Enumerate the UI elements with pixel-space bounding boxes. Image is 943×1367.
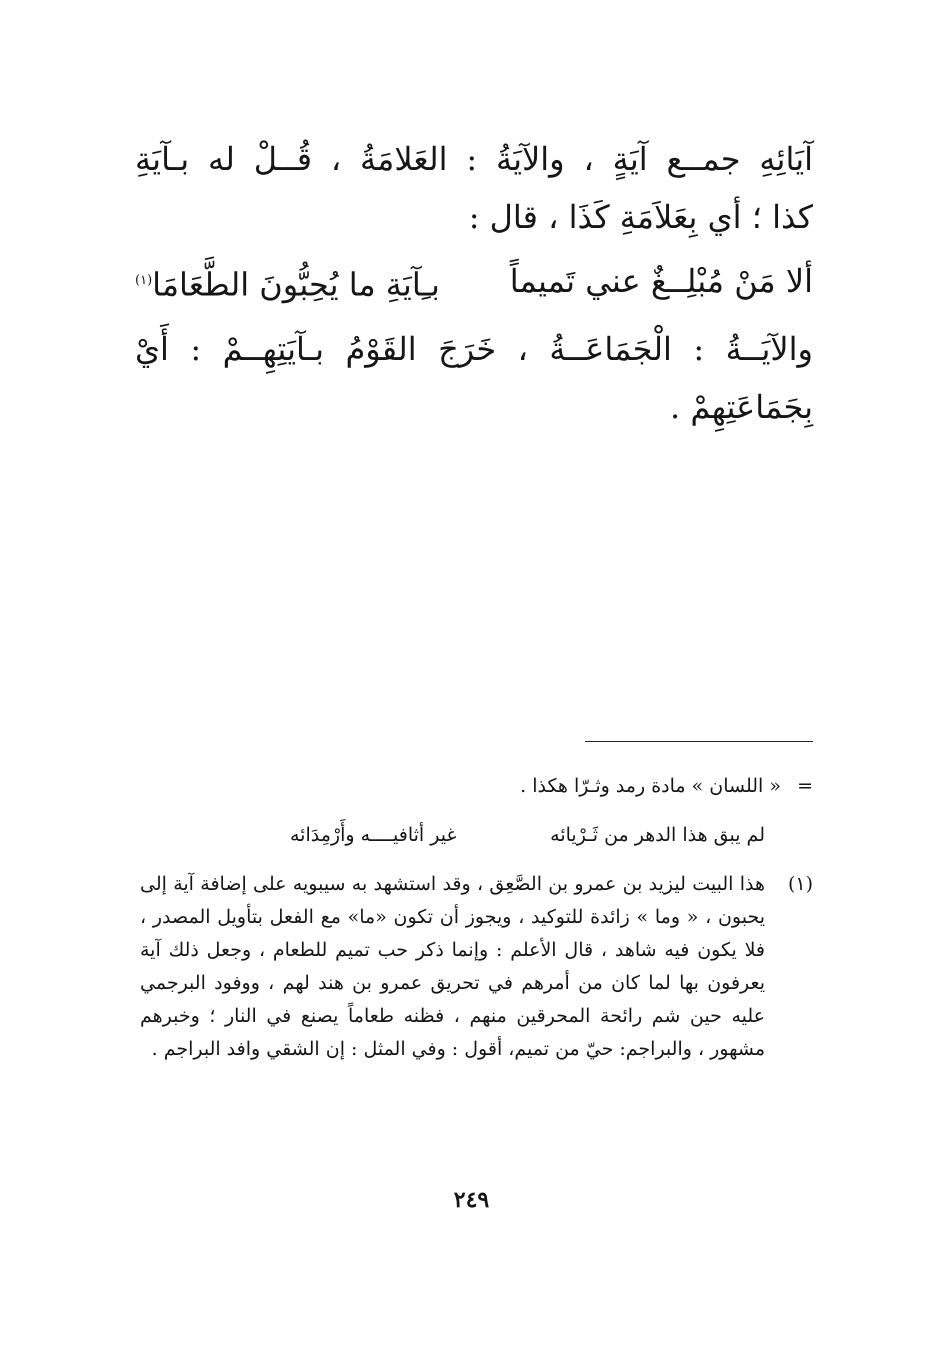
main-line-5: بِجَمَاعَتِهِمْ . [670,387,813,426]
footnote-separator [585,741,813,742]
continuation-text: « اللسان » مادة رمد وثـرّا هكذا . [520,775,781,797]
main-line-1: آيَائِهِ جمــع آيَةٍ ، والآيَةُ : العَلامَةُ ، قُــلْ له بـآيَةِ [135,140,813,178]
footnote-verse-second-hemistich: غير أثافيــــه وأَرْمِدَائه [290,824,457,846]
footnote-continuation [140,770,813,803]
main-line-2: كذا ؛ أي بِعَلاَمَةِ كَذَا ، قال : [468,198,813,236]
poetry-verse [135,252,813,314]
footnote-text: هذا البيت ليزيد بن عمرو بن الصَّعِق ، وقد استشهد به سيبويه على إضافة آية إلى يحبون ، « وما » زائدة للتوكيد ، ويجوز أن تكون «ما» مع الفعل بتأويل المصدر ، فلا يكون فيه شاهد ، قال الأعلم : وإنما ذكر حب تميم للطعام ، وجعل ذلك آية يعرفون بها لما كان من أمرهم في تحريق عمرو بن هند لهم ، ووفود البرجمي عليه حين شم رائحة المحرقين منهم ، فظنه طعاماً يصنع في النار ؛ وخبرهم مشهور ، والبراجم: حيّ من تميم، أقول : وفي المثل : إن الشقي وافد البراجم . [140,873,765,1060]
footnote-verse-first-hemistich: لم يبق هذا الدهر من ثَـرْيائه [550,824,765,846]
verse-second-hemistich [135,252,440,314]
verse-first-hemistich: ألا مَنْ مُبْلِــغٌ عني تَميماً [509,262,813,300]
main-text [135,130,813,436]
footnotes [140,770,813,1066]
footnote-number: (١) [787,873,813,895]
main-line-4: والآيَــةُ : الْجَمَاعَــةُ ، خَرَجَ القَوْمُ بـآيَتِهِــمْ : أَيْ [135,329,813,368]
footnote-reference: (١) [135,273,153,288]
footnote-1 [140,868,813,1066]
footnote-verse [290,819,765,852]
page-number: ٢٤٩ [453,1187,490,1213]
verse-second-hemistich-text: بـِآيَةِ ما يُحِبُّونَ الطَّعَامَا [152,265,440,304]
continuation-marker: = [797,775,813,797]
